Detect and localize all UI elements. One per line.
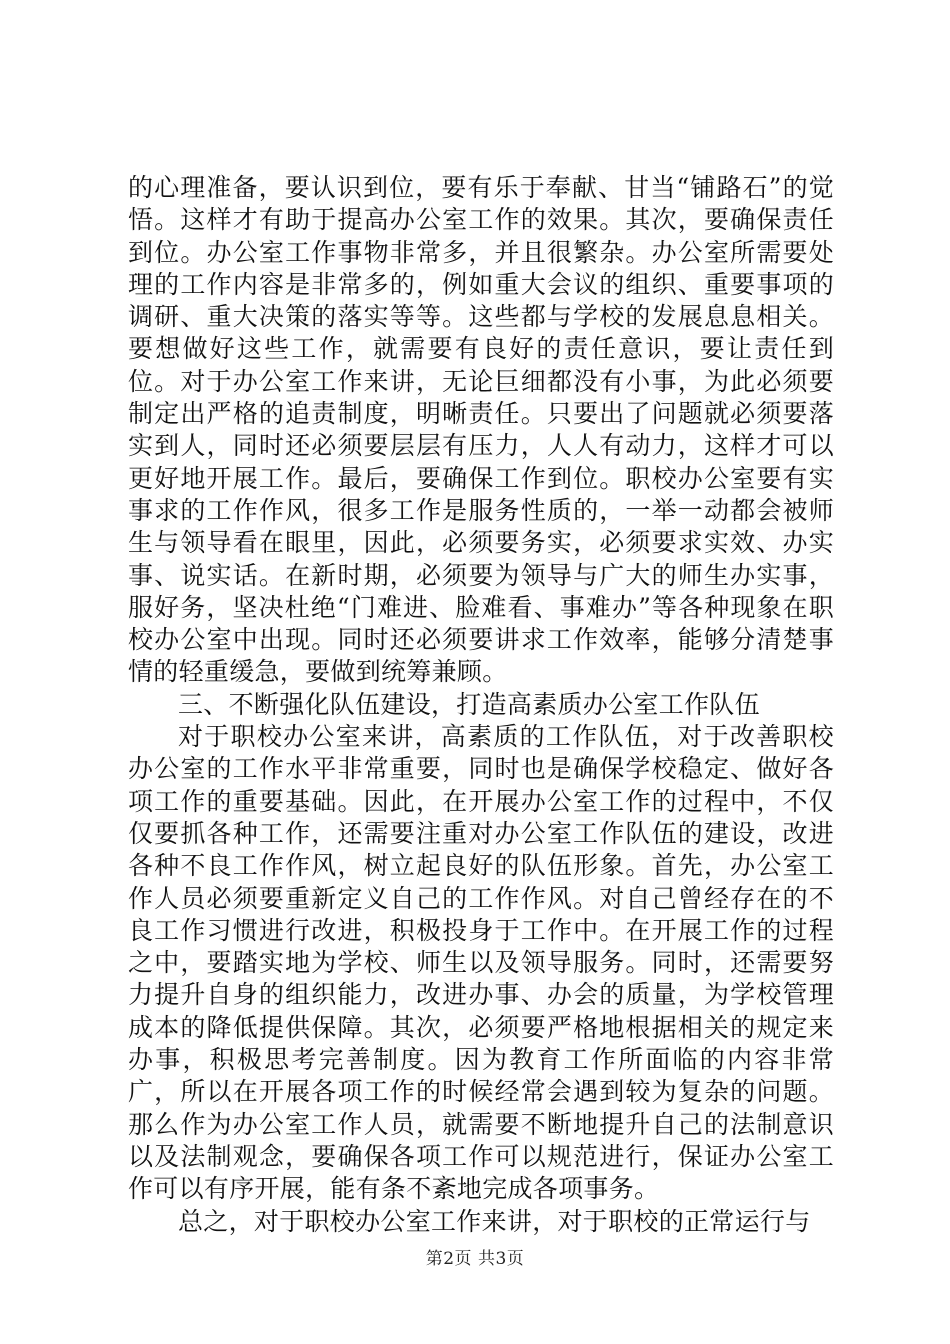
document-body: [128, 172, 834, 1238]
page-number-footer: 第2页 共3页: [425, 1249, 525, 1269]
paragraph-conclusion: 总之，对于职校办公室工作来讲，对于职校的正常运行与: [178, 1206, 811, 1236]
paragraph-team-building: 对于职校办公室来讲，高素质的工作队伍，对于改善职校办公室的工作水平非常重要，同时也是确保学校稳定、做好各项工作的重要基础。因此，在开展办公室工作的过程中，不仅仅要抓各种工作，还需要注重对办公室工作队伍的建设，改进各种不良工作作风，树立起良好的队伍形象。首先，办公室工作人员必须要重新定义自己的工作作风。对自己曾经存在的不良工作习惯进行改进，积极投身于工作中。在开展工作的过程之中，要踏实地为学校、师生以及领导服务。同时，还需要努力提升自身的组织能力，改进办事、办会的质量，为学校管理成本的降低提供保障。其次，必须要严格地根据相关的规定来办事，积极思考完善制度。因为教育工作所面临的内容非常广，所以在开展各项工作的时候经常会遇到较为复杂的问题。那么作为办公室工作人员，就需要不断地提升自己的法制意识以及法制观念，要确保各项工作可以规范进行，保证办公室工作可以有序开展，能有条不紊地完成各项事务。: [128, 722, 834, 1204]
paragraph-continuation: 的心理准备，要认识到位，要有乐于奉献、甘当“铺路石”的觉悟。这样才有助于提高办公室工作的效果。其次，要确保责任到位。办公室工作事物非常多，并且很繁杂。办公室所需要处理的工作内容是非常多的，例如重大会议的组织、重要事项的调研、重大决策的落实等等。这些都与学校的发展息息相关。要想做好这些工作，就需要有良好的责任意识，要让责任到位。对于办公室工作来讲，无论巨细都没有小事，为此必须要制定出严格的追责制度，明晰责任。只要出了问题就必须要落实到人，同时还必须要层层有压力，人人有动力，这样才可以更好地开展工作。最后，要确保工作到位。职校办公室要有实事求的工作作风，很多工作是服务性质的，一举一动都会被师生与领导看在眼里，因此，必须要务实，必须要求实效、办实事、说实话。在新时期，必须要为领导与广大的师生办实事，服好务，坚决杜绝“门难进、脸难看、事难办”等各种现象在职校办公室中出现。同时还必须要讲求工作效率，能够分清楚事情的轻重缓急，要做到统筹兼顾。: [128, 173, 834, 687]
section-heading: 三、不断强化队伍建设，打造高素质办公室工作队伍: [178, 689, 760, 719]
